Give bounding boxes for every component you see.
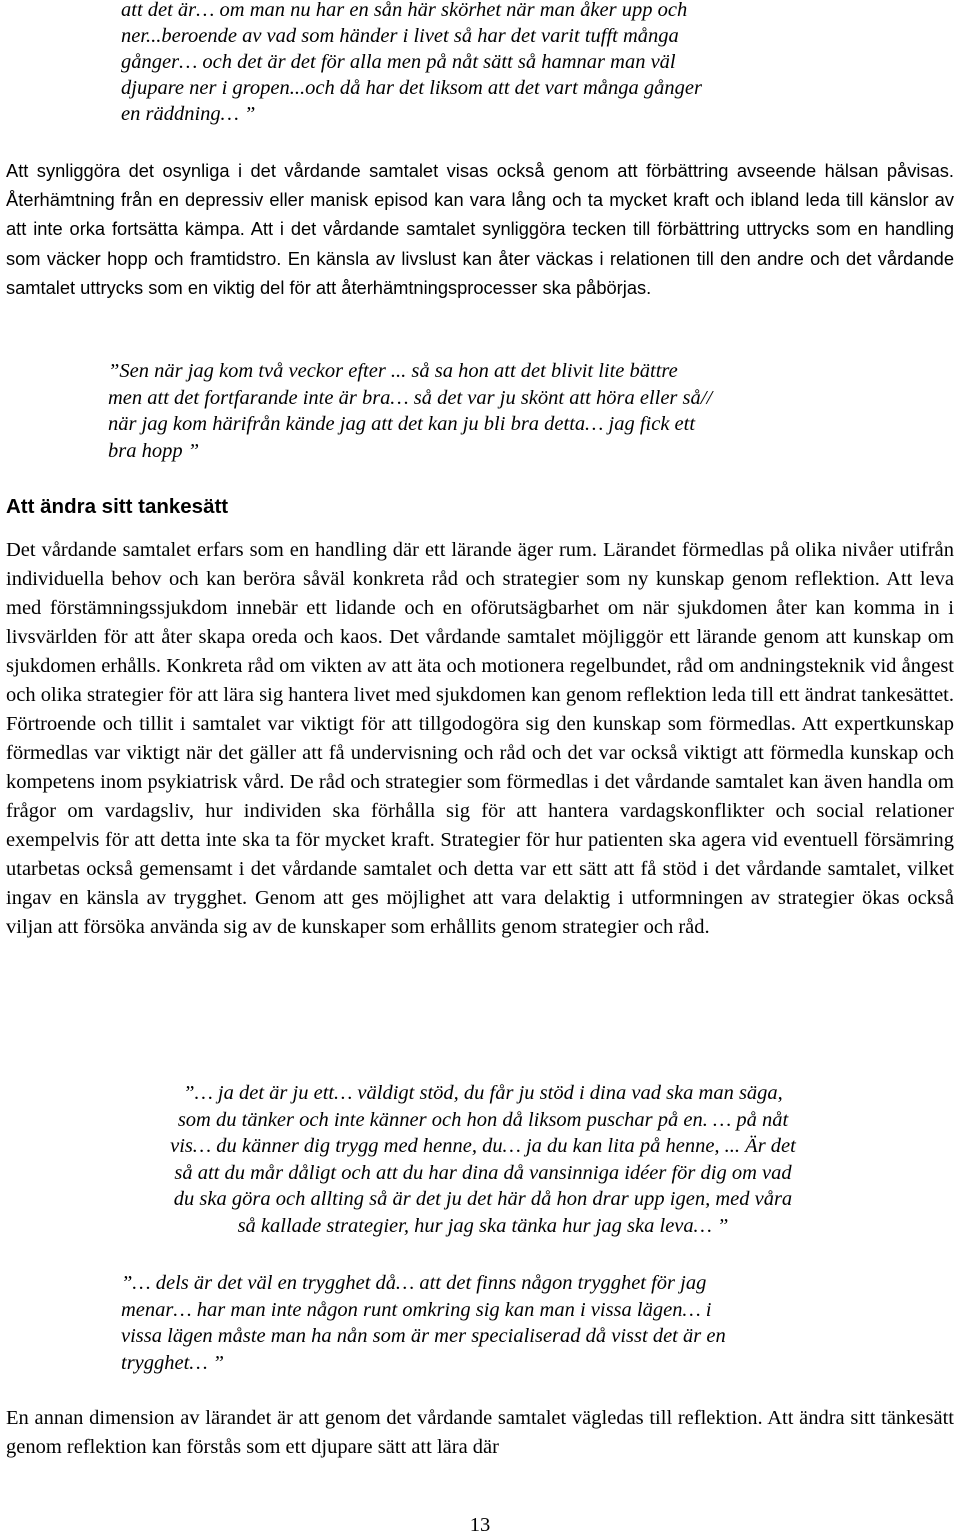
quote-line: vissa lägen måste man ha nån som är mer specialiserad då visst det är en [121,1325,726,1347]
quote-line: djupare ner i gropen...och då har det liksom att det vart många gånger [121,77,702,99]
section-heading: Att ändra sitt tankesätt [6,495,229,518]
interview-quote-trygghet [121,1270,841,1376]
quote-line: ”Sen när jag kom två veckor efter ... så sa hon att det blivit lite bättre [108,360,678,382]
quote-line: ”… dels är det väl en trygghet då… att det finns någon trygghet för jag [121,1272,707,1294]
quote-line: när jag kom härifrån kände jag att det kan ju bli bra detta… jag fick ett [108,413,696,435]
quote-line: att det är… om man nu har en sån här skörhet när man åker upp och [121,0,688,21]
quote-line: så kallade strategier, hur jag ska tänka hur jag ska leva… ” [237,1214,729,1237]
quote-line: men att det fortfarande inte är bra… så det var ju skönt att höra eller så// [108,386,713,409]
page-number: 13 [469,1514,491,1536]
interview-quote-top [121,0,781,127]
quote-line: bra hopp ” [108,439,200,462]
interview-quote-stod [118,1080,848,1239]
quote-line: ”… ja det är ju ett… väldigt stöd, du får ju stöd i dina vad ska man säga, [183,1082,783,1104]
quote-line: vis… du känner dig trygg med henne, du… ja du kan lita på henne, ... Är det [170,1135,796,1157]
quote-line: så att du mår dåligt och att du har dina då vansinniga idéer för dig om vad [174,1161,792,1184]
quote-line: ner...beroende av vad som händer i livet så har det varit tufft många [121,25,679,47]
body-paragraph-larande: Det vårdande samtalet erfars som en handling där ett lärande äger rum. Lärandet förmedlas på olika nivåer utifrån individuella behov och kan beröra såväl konkreta råd och strategier som ny kunskap genom reflektion. Att leva med förstämningssjukdom innebär ett lidande och en oförutsägbarhet om när sjukdomen åter kan komma in i livsvärlden för att åter skapa oreda och kaos. Det vårdande samtalet möjliggör ett lärande genom att kunskap om sjukdomen erhålls. Konkreta råd om vikten av att äta och motionera regelbundet, råd om andningsteknik vid ångest och olika strategier för att lära sig hantera livet med sjukdomen kan genom reflektion leda till ett ändrat tankesättet. Förtroende och tillit i samtalet var viktigt för att tillgodogöra sig den kunskap som förmedlas. Att expertkunskap förmedlas var viktigt när det gäller att få undervisning och råd och det var också viktigt att förmedla kunskap och kompetens inom psykiatrisk vård. De råd och strategier som förmedlas i det vårdande samtalet kan även handla om frågor om vardagsliv, hur individen ska förhålla sig för att hantera vardagskonflikter och social relationer exempelvis för att detta inte ska ta för mycket kraft. Strategier för hur patienten ska agera vid eventuell försämring utarbetas också gemensamt i det vårdande samtalet och detta var ett sätt att få stöd i det vårdande samtalet, vilket ingav en känsla av trygghet. Genom att ges möjlighet att vara delaktig i utformningen av strategier ökas också viljan att försöka använda sig av de kunskaper som erhållits genom strategier och råd. [6,539,954,938]
quote-line: trygghet… ” [121,1351,225,1374]
quote-line: du ska göra och allting så är det ju det här då hon drar upp igen, med våra [173,1188,793,1210]
body-paragraph-reflektion: En annan dimension av lärandet är att genom det vårdande samtalet vägledas till reflektion. Att ändra sitt tänkesätt genom reflektion kan förstås som ett djupare sätt att lära där [6,1407,954,1458]
quote-line: menar… har man inte någon runt omkring sig kan man i vissa lägen… i [121,1298,712,1321]
body-paragraph-synliggora: Att synliggöra det osynliga i det vårdande samtalet visas också genom att förbättring avseende hälsan påvisas. Återhämtning från en depressiv eller manisk episod kan vara lång och ta mycket kraft och ibland leda till känslor av att inte orka fortsätta kämpa. Att i det vårdande samtalet synliggöra tecken till förbättring uttrycks som en handling som väcker hopp och framtidstro. En känsla av livslust kan åter väckas i relationen till den andre och det vårdande samtalet uttrycks som en viktig del för att återhämtningsprocesser ska påbörjas. [6,160,954,298]
quote-line: gånger… och det är det för alla men på nåt sätt så hamnar man väl [121,51,676,73]
quote-line: en räddning… ” [121,103,256,125]
quote-line: som du tänker och inte känner och hon då liksom puschar på en. … på nåt [177,1108,789,1131]
interview-quote-hopp [108,358,808,464]
